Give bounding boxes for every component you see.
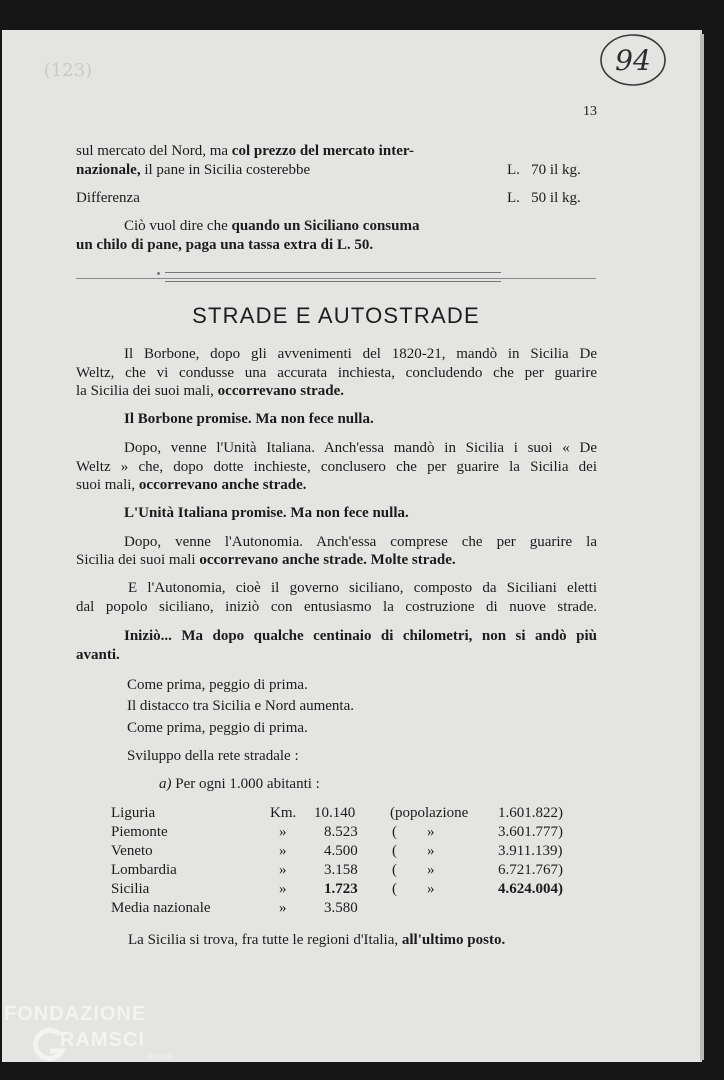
bold-span: Iniziò... Ma dopo qualche centinaio di chilometri, non si andò più xyxy=(124,628,597,644)
page-edge xyxy=(700,34,704,1060)
watermark-logo-text: FONDAZIONE xyxy=(4,1003,147,1025)
text-line xyxy=(76,381,344,401)
table-pop-ditto-cell: » xyxy=(427,843,435,859)
table-km-cell: 3.158 xyxy=(324,862,358,878)
table-pop-cell: 1.601.822) xyxy=(498,805,563,821)
watermark-logo-text-3: onlus xyxy=(148,1051,173,1061)
section-title: STRADE E AUTOSTRADE xyxy=(192,303,480,328)
bold-span: occorrevano anche strade. Molte strade. xyxy=(199,552,456,568)
text-line xyxy=(159,774,320,794)
text-line xyxy=(128,930,505,950)
text-line: Il Borbone, dopo gli avvenimenti del 1820-21, mandò in Sicilia De xyxy=(124,346,597,362)
bold-span: occorrevano anche strade. xyxy=(138,477,307,493)
table-km-cell: 10.140 xyxy=(314,805,356,821)
handwritten-number-text: 94 xyxy=(615,44,651,77)
page-number: 13 xyxy=(583,104,597,119)
text-line: E l'Autonomia, cioè il governo siciliano, composto da Siciliani eletti xyxy=(128,580,597,596)
text-span: Sicilia dei suoi mali xyxy=(76,552,200,568)
table-pop-cell: 3.601.777) xyxy=(498,824,563,840)
text-line: Weltz » che, dopo dotte inchieste, conclusero che per guarire la Sicilia dei xyxy=(76,459,597,475)
bold-span: un chilo di pane, paga una tassa extra di L. 50. xyxy=(76,237,374,253)
table-unit-cell: » xyxy=(279,881,287,897)
text-span: Ciò vuol dire che xyxy=(124,218,232,234)
table-pop-ditto-cell: » xyxy=(427,881,435,897)
text-line xyxy=(76,235,373,255)
text-line: dal popolo siciliano, iniziò con entusiasmo la costruzione di nuove strade. xyxy=(76,599,597,615)
bold-span: nazionale, xyxy=(76,162,141,178)
faint-pencil-mark xyxy=(38,50,98,90)
divider-rule xyxy=(76,278,596,279)
table-unit-cell: » xyxy=(279,900,287,916)
table-pop-ditto-cell: » xyxy=(427,824,435,840)
text-span: il pane in Sicilia costerebbe xyxy=(140,162,311,178)
divider-dot xyxy=(157,272,160,275)
table-unit-cell: » xyxy=(279,824,287,840)
text-line: Il distacco tra Sicilia e Nord aumenta. xyxy=(127,698,354,714)
text-line: Come prima, peggio di prima. xyxy=(127,720,308,736)
bold-span: Il Borbone promise. Ma non fece nulla. xyxy=(124,411,374,427)
text-line xyxy=(76,141,414,161)
handwritten-page-number xyxy=(598,30,668,88)
text-line xyxy=(76,475,307,495)
text-span: Per ogni 1.000 abitanti : xyxy=(171,776,320,792)
price-value: L. 70 il kg. xyxy=(507,162,581,178)
watermark-logo-text-2: RAMSCI xyxy=(60,1029,145,1051)
text-line xyxy=(76,645,120,665)
text-line xyxy=(124,216,419,236)
table-region-cell: Lombardia xyxy=(111,862,177,878)
table-region-cell: Media nazionale xyxy=(111,900,211,916)
text-line: Dopo, venne l'Unità Italiana. Anch'essa mandò in Sicilia i suoi « De xyxy=(124,440,597,456)
bold-span: avanti. xyxy=(76,647,120,663)
italic-letter: a) xyxy=(159,776,172,792)
bold-span: quando un Siciliano consuma xyxy=(231,218,420,234)
bold-span: L'Unità Italiana promise. Ma non fece nulla. xyxy=(124,505,409,521)
text-span: sul mercato del Nord, ma xyxy=(76,143,232,159)
faint-pencil-mark-text: (123) xyxy=(43,60,93,81)
bold-span: all'ultimo posto. xyxy=(401,932,506,948)
table-pop-ditto-cell: » xyxy=(427,862,435,878)
divider-rule-lower xyxy=(165,281,501,282)
divider-rule-upper xyxy=(165,272,501,273)
bold-span: occorrevano strade. xyxy=(217,383,345,399)
text-line xyxy=(124,626,597,646)
table-unit-cell: » xyxy=(279,862,287,878)
text-span: suoi mali, xyxy=(76,477,139,493)
text-line xyxy=(76,550,456,570)
table-region-cell: Veneto xyxy=(111,843,153,859)
text-line xyxy=(124,503,409,523)
text-line: Come prima, peggio di prima. xyxy=(127,677,308,693)
table-unit-cell: Km. xyxy=(270,805,297,821)
table-km-cell: 1.723 xyxy=(324,881,358,897)
table-pop-open-cell: ( xyxy=(392,862,397,878)
table-pop-cell: 3.911.139) xyxy=(498,843,563,859)
table-region-cell: Liguria xyxy=(111,805,156,821)
text-line: Dopo, venne l'Autonomia. Anch'essa comprese che per guarire la xyxy=(124,534,597,550)
table-pop-open-cell: ( xyxy=(392,881,397,897)
difference-label: Differenza xyxy=(76,190,140,206)
text-line: Sviluppo della rete stradale : xyxy=(127,748,299,764)
text-line xyxy=(124,409,374,429)
table-pop-open-cell: ( xyxy=(392,843,397,859)
bold-span: col prezzo del mercato inter- xyxy=(231,143,414,159)
table-pop-cell: 6.721.767) xyxy=(498,862,563,878)
difference-value: L. 50 il kg. xyxy=(507,190,581,206)
table-km-cell: 8.523 xyxy=(324,824,358,840)
text-line: Weltz, che vi condusse una accurata inchiesta, concludendo che per guarire xyxy=(76,365,597,381)
table-pop-open-cell: (popolazione xyxy=(390,805,469,821)
table-unit-cell: » xyxy=(279,843,287,859)
text-span: la Sicilia dei suoi mali, xyxy=(76,383,218,399)
text-line xyxy=(76,160,310,180)
table-pop-open-cell: ( xyxy=(392,824,397,840)
text-span: La Sicilia si trova, fra tutte le regioni d'Italia, xyxy=(128,932,402,948)
table-km-cell: 3.580 xyxy=(324,900,358,916)
table-region-cell: Piemonte xyxy=(111,824,168,840)
table-region-cell: Sicilia xyxy=(111,881,150,897)
table-km-cell: 4.500 xyxy=(324,843,358,859)
table-pop-cell: 4.624.004) xyxy=(498,881,563,897)
